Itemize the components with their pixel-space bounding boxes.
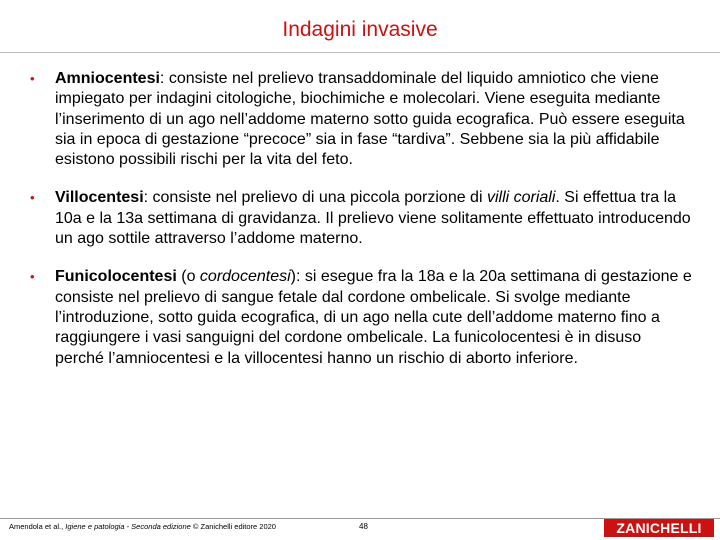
slide-title: Indagini invasive	[282, 18, 438, 41]
bullet-term: Amniocentesi	[55, 70, 160, 87]
page-number: 48	[359, 522, 368, 531]
bullet-term: Funicolocentesi	[55, 268, 177, 286]
footer-credit	[9, 522, 276, 531]
title-divider	[0, 52, 720, 53]
bullet-marker: •	[30, 71, 35, 86]
bullet-marker: •	[30, 190, 35, 206]
footer-credit-publisher: © Zanichelli editore 2020	[190, 522, 276, 531]
bullet-italic-term: cordocentesi	[199, 268, 291, 286]
footer-credit-book: Igiene e patologia - Seconda edizione	[65, 522, 191, 531]
footer-credit-author: Amendola et al.,	[9, 522, 66, 531]
bullet-amniocentesi	[26, 69, 694, 170]
bullet-text: ): si esegue fra la 18a e la 20a settimana di gestazione e consiste nel prelievo di sangue fetale dal cordone ombelicale. Si svolge mediante l’introduzione, sotto guida ecografica, di un ago nella cute dell’addome materno fino a raggiungere i vasi sanguigni del cordone ombelicale. La funicolocentesi è in disuso perché l’amniocentesi e la villocentesi hanno un rischio di aborto inferiore.	[55, 268, 692, 367]
zanichelli-logo: ZANICHELLI	[604, 519, 714, 537]
bullet-italic-term: villi coriali	[486, 189, 556, 207]
bullet-text: (o	[176, 268, 200, 286]
bullet-text: . Si effettua tra la 10a e la 13a settimana di gravidanza. Il prelievo viene solitamente effettuato introducendo un ago sottile attraverso l’addome materno.	[55, 189, 691, 248]
bullet-funicolocentesi	[26, 267, 694, 368]
bullet-villocentesi	[26, 188, 694, 249]
bullet-text: : consiste nel prelievo di una piccola porzione di	[143, 189, 487, 207]
bullet-list	[26, 69, 694, 387]
bullet-marker: •	[30, 269, 35, 285]
bullet-term: Villocentesi	[55, 189, 144, 207]
bullet-text: : consiste nel prelievo transaddominale del liquido amniotico che viene impiegato per indagini citologiche, biochimiche e molecolari. Viene eseguita mediante l’inserimento di un ago nell’addome materno sotto guida ecografica. Può essere eseguita sia in epoca di gestazione “precoce” sia in fase “tardiva”. Sebbene sia la più affidabile esistono possibili rischi per la vita del feto.	[55, 70, 685, 169]
